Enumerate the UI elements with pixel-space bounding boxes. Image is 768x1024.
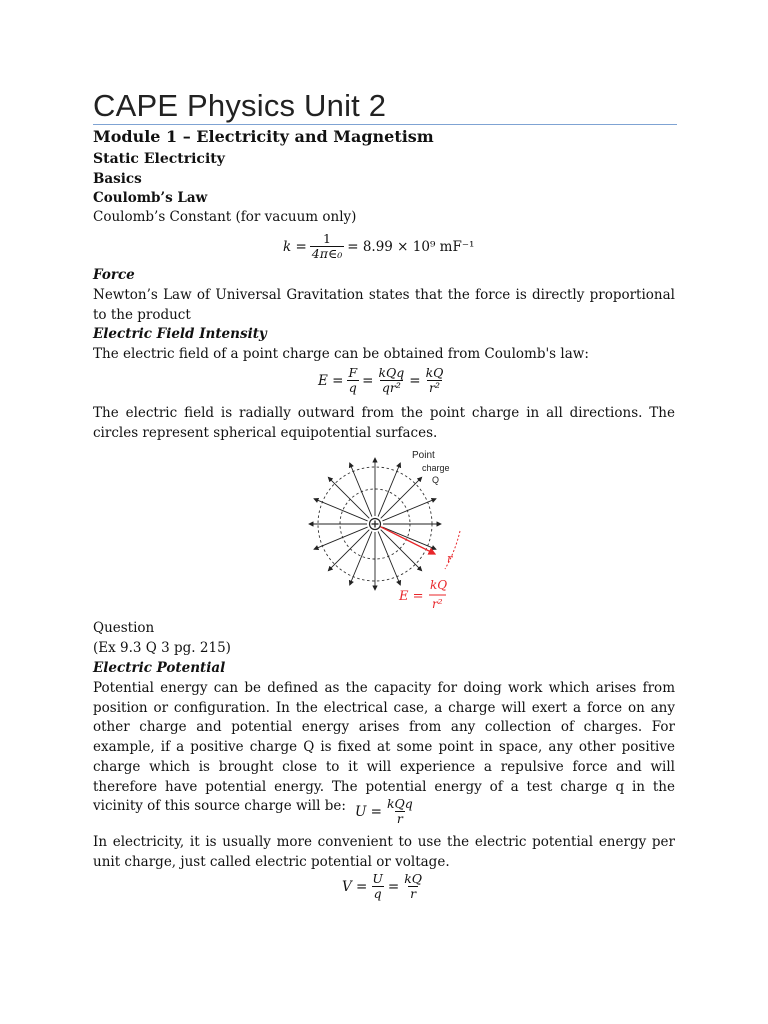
formula-den: r²: [432, 597, 443, 611]
eq-lhs: k =: [283, 238, 307, 255]
v-fraction-1: [370, 872, 385, 901]
label-point: Point: [412, 450, 435, 461]
eq-fraction: [310, 232, 344, 261]
v-f2-num: kQ: [404, 871, 423, 886]
potential-paragraph-2: In electricity, it is usually more convenient to use the electric potential energy per unit charge, just called electric potential or voltage.: [93, 834, 675, 870]
field-heading: Electric Field Intensity: [93, 326, 267, 342]
eq-rhs: = 8.99 × 10⁹ mF⁻¹: [347, 238, 475, 255]
v-f1-num: U: [372, 871, 383, 886]
potential-heading: Electric Potential: [93, 660, 226, 676]
field-fraction-3: [424, 366, 446, 395]
subsection-heading: Basics: [93, 171, 142, 187]
field-f2-num: kQq: [378, 365, 405, 380]
force-paragraph: Newton’s Law of Universal Gravitation states that the force is directly proportional to the product: [93, 287, 675, 323]
field-line: [378, 531, 400, 585]
title-underline: [93, 124, 677, 125]
document-title: CAPE Physics Unit 2: [93, 88, 387, 123]
question-reference: (Ex 9.3 Q 3 pg. 215): [93, 640, 231, 656]
v-eq-lhs: V =: [342, 878, 368, 895]
field-line: [381, 477, 422, 518]
field-fraction-1: [346, 366, 359, 395]
field-line: [350, 463, 372, 517]
field-f2-den: qr²: [381, 380, 401, 395]
point-charge-field-diagram: [305, 447, 475, 617]
field-fraction-2: [376, 366, 406, 395]
field-description: The electric field is radially outward from the point charge in all directions. The circles represent spherical equipotential surfaces.: [93, 405, 675, 441]
v-f2-den: r: [410, 886, 417, 901]
u-fraction: [385, 797, 415, 826]
field-line: [381, 530, 422, 571]
field-eq-sign-3: =: [409, 372, 421, 389]
section-heading: Static Electricity: [93, 151, 225, 167]
field-equation: [318, 366, 448, 395]
v-eq-sign-2: =: [387, 878, 400, 895]
formula-lhs: E =: [399, 589, 424, 604]
v-f1-den: q: [373, 886, 382, 901]
eq-numerator: 1: [323, 231, 331, 246]
label-charge: charge: [422, 463, 450, 473]
force-heading: Force: [93, 267, 135, 283]
field-eq-lhs: E =: [318, 372, 344, 389]
potential-paragraph: Potential energy can be defined as the capacity for doing work which arises from position or configuration. In the electrical case, a charge will exert a force on any other charge and potential energy arises from any collection of charges. For example, if a positive charge Q is fixed at some point in space, any other positive charge which is brought close to it will experience a repulsive force and will therefore have potential energy. The potential energy of a test charge q in the vicinity of this source charge will be:: [93, 680, 675, 815]
field-line: [328, 477, 369, 518]
potential-energy-equation: [355, 797, 418, 826]
radius-vector: [375, 524, 435, 554]
u-eq-lhs: U =: [355, 803, 382, 820]
topic-heading: Coulomb’s Law: [93, 190, 208, 206]
coulomb-constant-label: Coulomb’s Constant (for vacuum only): [93, 209, 357, 225]
field-f1-num: F: [348, 365, 358, 380]
label-q: Q: [432, 475, 440, 485]
u-num: kQq: [386, 796, 413, 811]
voltage-equation: [342, 872, 427, 901]
eq-denominator: 4π∈₀: [311, 246, 343, 261]
u-den: r: [396, 811, 403, 826]
field-eq-sign-2: =: [362, 372, 374, 389]
coulomb-constant-equation: [283, 232, 474, 261]
module-heading: Module 1 – Electricity and Magnetism: [93, 127, 434, 146]
field-line: [314, 527, 368, 549]
question-label: Question: [93, 620, 155, 636]
field-line: [328, 530, 369, 571]
field-f3-num: kQ: [425, 365, 444, 380]
v-fraction-2: [402, 872, 424, 901]
field-f1-den: q: [348, 380, 357, 395]
field-line: [382, 499, 436, 521]
label-r: r: [447, 552, 453, 565]
formula-num: kQ: [430, 578, 448, 592]
field-intro: The electric field of a point charge can be obtained from Coulomb's law:: [93, 346, 589, 362]
field-f3-den: r²: [429, 380, 441, 395]
